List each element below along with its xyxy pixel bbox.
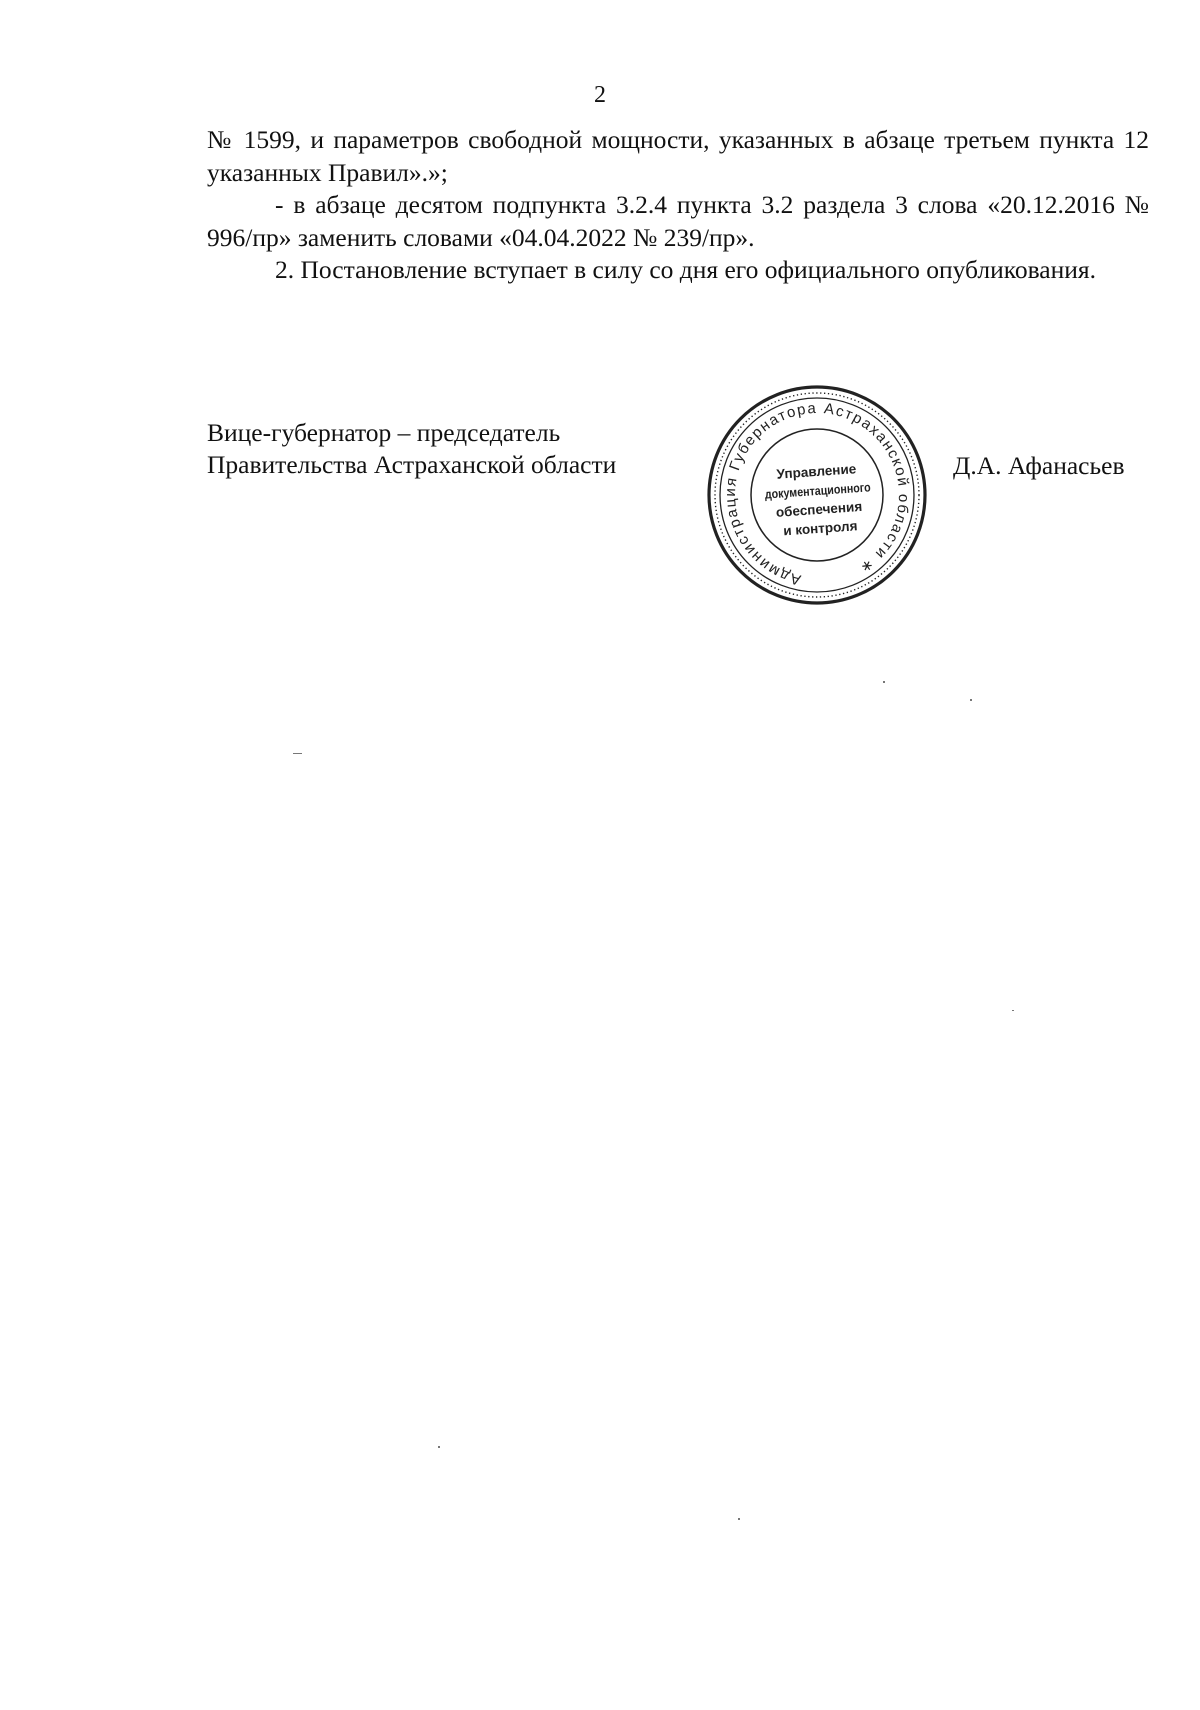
official-seal-graphic — [706, 384, 928, 606]
paragraph-continuation: № 1599, и параметров свободной мощности, указанных в абзаце третьем пункта 12 указанных Правил».»; — [207, 125, 1149, 187]
scan-speck — [970, 699, 972, 701]
signatory-title-line-2: Правительства Астраханской области — [207, 450, 617, 479]
scan-speck — [1012, 1010, 1014, 1011]
signatory-name: Д.А. Афанасьев — [953, 451, 1125, 480]
seal-outer-text: Администрация Губернатора Астраханской области ∗ — [721, 399, 913, 589]
paragraph-effective-date: 2. Постановление вступает в силу со дня его официального опубликования. — [275, 255, 1096, 284]
scan-speck — [293, 753, 302, 754]
seal-center-line-4: и контроля — [782, 518, 858, 539]
paragraph-amendment: - в абзаце десятом подпункта 3.2.4 пункта 3.2 раздела 3 слова «20.12.2016 № 996/пр» заменить словами «04.04.2022 № 239/пр». — [207, 190, 1149, 252]
seal-center-line-2: документационного — [764, 479, 889, 502]
scan-speck — [883, 681, 885, 683]
seal-center-line-1: Управление — [776, 461, 857, 482]
signatory-title — [207, 417, 616, 481]
scan-speck — [438, 1446, 440, 1448]
scan-speck — [738, 1518, 740, 1520]
signatory-title-line-1: Вице-губернатор – председатель — [207, 418, 561, 447]
official-seal — [706, 384, 928, 606]
document-body — [207, 124, 1149, 287]
seal-center-line-3: обеспечения — [775, 498, 863, 520]
page-number: 2 — [594, 82, 606, 108]
